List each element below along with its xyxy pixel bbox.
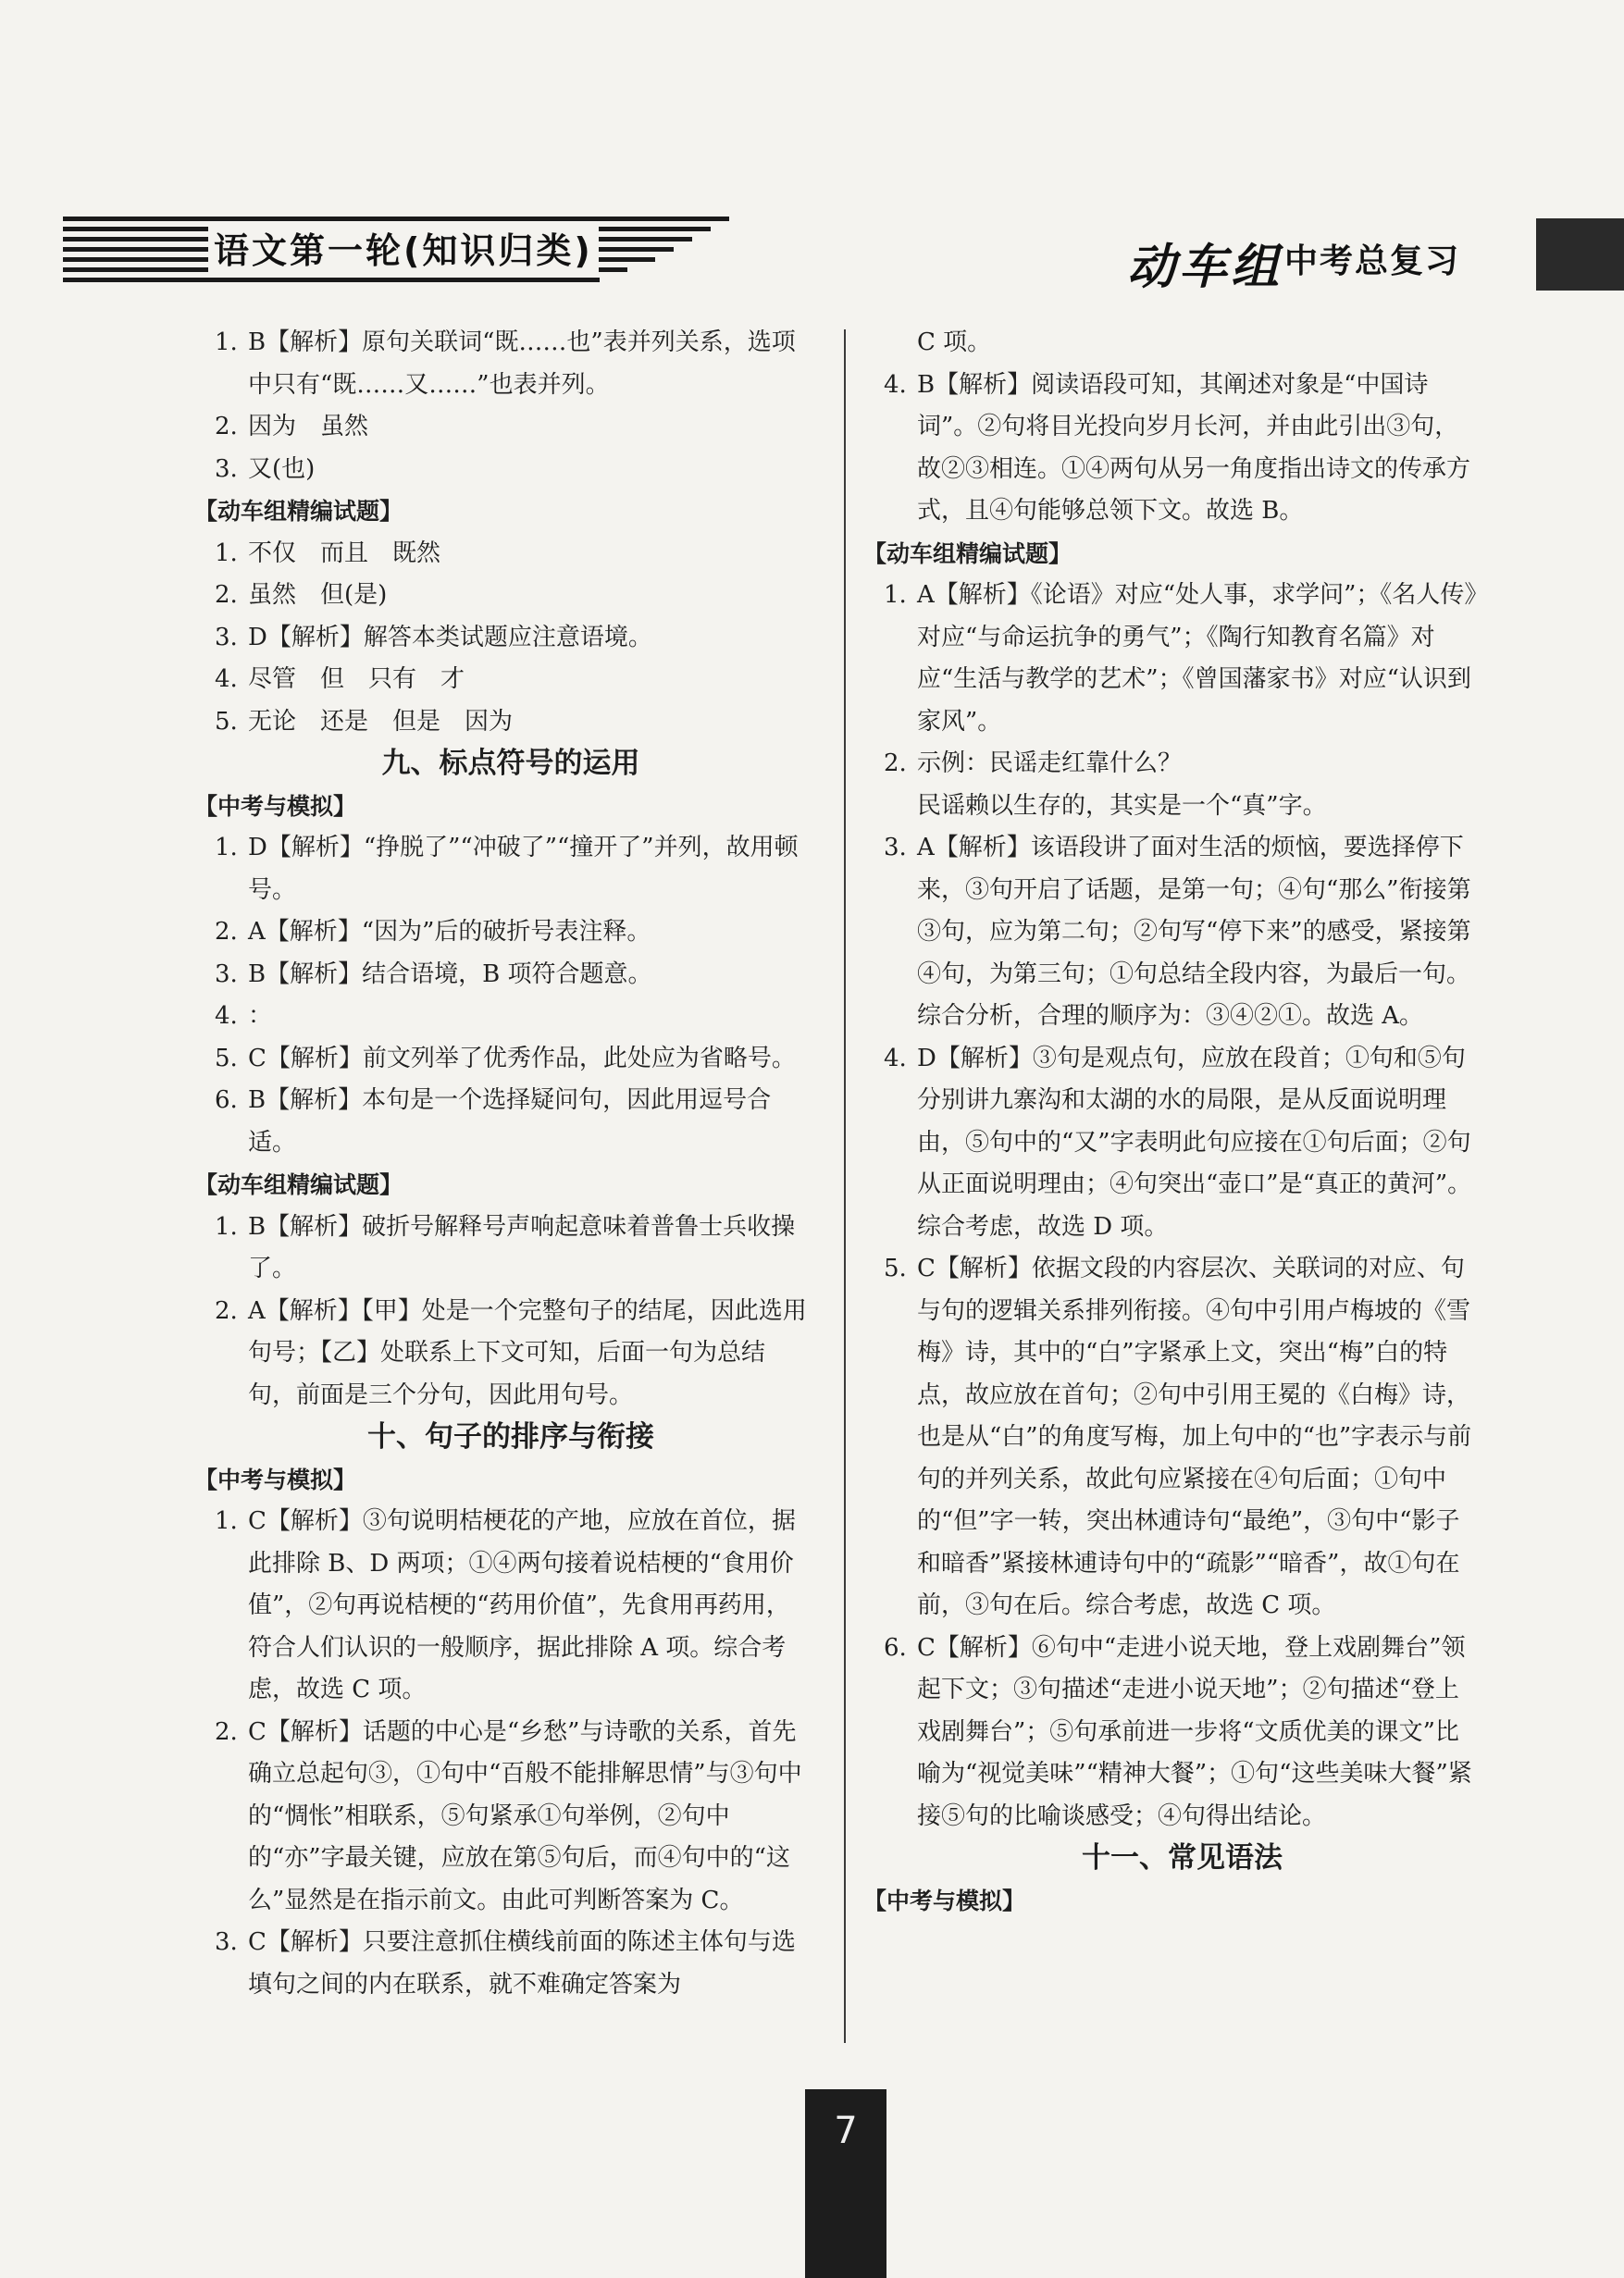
answer-item <box>884 575 1481 743</box>
answer-item <box>884 827 1481 1038</box>
item-number: 2. <box>215 1717 238 1746</box>
item-text: D【解析】解答本类试题应注意语境。 <box>248 623 652 651</box>
answer-item <box>884 1628 1481 1838</box>
continuation-text: 民谣赖以生存的，其实是一个“真”字。 <box>917 791 1327 820</box>
item-number: 4. <box>215 665 238 693</box>
answer-item <box>215 1922 807 2006</box>
item-number: 1. <box>215 539 238 567</box>
item-text: B【解析】原句关联词“既……也”表并列关系，选项中只有“既……又……”也表并列。 <box>248 328 796 399</box>
item-text: 又(也) <box>248 454 316 483</box>
brand-logo: 动车组 <box>1127 239 1283 295</box>
item-number: 2. <box>215 918 238 946</box>
column-divider <box>844 329 846 2043</box>
item-text: ： <box>248 1002 273 1030</box>
item-text: 示例：民谣走红靠什么？ <box>917 749 1183 777</box>
page-number: 7 <box>834 2110 858 2152</box>
corner-tab <box>1536 218 1624 291</box>
answer-item <box>884 1248 1481 1628</box>
item-text: B【解析】阅读语段可知，其阐述对象是“中国诗词”。②句将目光投向岁月长河，并由此引出③句，故②③相连。①④两句从另一角度指出诗文的传承方式，且④句能够总领下文。故选 B。 <box>917 370 1471 525</box>
item-number: 1. <box>215 1507 238 1535</box>
item-number: 1. <box>215 1212 238 1241</box>
item-number: 1. <box>215 834 238 861</box>
item-number: 5. <box>215 1044 238 1072</box>
item-text: A【解析】“因为”后的破折号表注释。 <box>248 918 651 946</box>
answer-item <box>215 1038 807 1081</box>
item-text: B【解析】破折号解释号声响起意味着普鲁士兵收操了。 <box>248 1212 796 1282</box>
answer-item <box>215 701 807 744</box>
answer-item <box>884 365 1481 533</box>
item-text: A【解析】该语段讲了面对生活的烦恼，要选择停下来，③句开启了话题，是第一句；④句“那么”衔接第③句，应为第二句；②句写“停下来”的感受，紧接第④句，为第三句；①句总结全段内容，为最后一句。综合分析，合理的顺序为：③④②①。故选 A。 <box>917 834 1471 1030</box>
section-label: 【动车组精编试题】 <box>863 539 1072 567</box>
item-text: 虽然 但(是) <box>248 581 388 609</box>
item-number: 2. <box>215 413 238 440</box>
answer-item <box>215 406 807 449</box>
item-text: D【解析】“挣脱了”“冲破了”“撞开了”并列，故用顿号。 <box>248 834 799 904</box>
item-number: 5. <box>215 707 238 736</box>
item-number: 4. <box>215 1002 238 1030</box>
section-label: 【中考与模拟】 <box>194 1466 357 1493</box>
item-number: 6. <box>884 1633 907 1662</box>
section-title: 九、标点符号的运用 <box>381 747 640 780</box>
answer-item <box>215 1501 807 1712</box>
answer-item <box>215 533 807 576</box>
item-number: 3. <box>215 959 238 988</box>
brand-subtitle: 中考总复习 <box>1284 242 1461 280</box>
item-text: D【解析】③句是观点句，应放在段首；①句和⑤句分别讲九寨沟和太湖的水的局限，是从反面说明理由，⑤句中的“又”字表明此句应接在①句后面；②句从正面说明理由；④句突出“壶口”是“真正的黄河”。综合考虑，故选 D 项。 <box>917 1044 1472 1241</box>
section-label: 【动车组精编试题】 <box>194 1171 403 1198</box>
item-number: 1. <box>215 328 238 356</box>
section-label: 【动车组精编试题】 <box>194 498 403 525</box>
section-title: 十、句子的排序与衔接 <box>367 1420 654 1454</box>
answer-item <box>215 1712 807 1923</box>
section-label: 【中考与模拟】 <box>863 1887 1026 1914</box>
left-column <box>194 322 807 2006</box>
answer-item <box>215 996 807 1038</box>
answer-item <box>215 1080 807 1164</box>
answer-item <box>215 954 807 997</box>
item-text: C【解析】只要注意抓住横线前面的陈述主体句与选填句之间的内在联系，就不难确定答案为 <box>248 1928 796 1999</box>
item-number: 6. <box>215 1086 238 1114</box>
item-text: 因为 虽然 <box>248 413 369 440</box>
item-number: 2. <box>884 749 907 777</box>
item-number: 3. <box>215 623 238 651</box>
item-text: B【解析】本句是一个选择疑问句，因此用逗号合适。 <box>248 1086 772 1157</box>
item-text: A【解析】【甲】处是一个完整句子的结尾，因此选用句号；【乙】处联系上下文可知，后面一句为总结句，前面是三个分句，因此用句号。 <box>248 1296 807 1409</box>
item-number: 2. <box>215 1296 238 1325</box>
answer-item <box>215 827 807 911</box>
item-number: 4. <box>884 370 907 399</box>
item-number: 5. <box>884 1255 907 1282</box>
item-number: 3. <box>884 834 907 861</box>
answer-item <box>215 1291 807 1418</box>
answer-item <box>215 617 807 660</box>
item-number: 3. <box>215 454 238 483</box>
item-text: B【解析】结合语境，B 项符合题意。 <box>248 959 652 988</box>
item-number: 3. <box>215 1928 238 1956</box>
answer-item <box>215 575 807 617</box>
item-number: 1. <box>884 581 907 609</box>
item-text: C【解析】话题的中心是“乡愁”与诗歌的关系，首先确立总起句③，①句中“百般不能排解思情”与③句中的“惆怅”相联系，⑤句紧承①句举例，②句中的“亦”字最关键，应放在第⑤句后，而④句中的“这么”显然是在指示前文。由此可判断答案为 C。 <box>248 1717 802 1914</box>
item-number: 2. <box>215 581 238 609</box>
continuation-text: C 项。 <box>917 328 992 356</box>
section-title: 十一、常见语法 <box>1082 1841 1283 1875</box>
item-text: C【解析】③句说明桔梗花的产地，应放在首位，据此排除 B、D 两项；①④两句接着说桔梗的“食用价值”，②句再说桔梗的“药用价值”，先食用再药用，符合人们认识的一般顺序，据此排除 A 项。综合考虑，故选 C 项。 <box>248 1507 796 1703</box>
answer-item <box>215 911 807 954</box>
item-text: A【解析】《论语》对应“处人事，求学问”；《名人传》对应“与命运抗争的勇气”；《陶行知教育名篇》对应“生活与教学的艺术”；《曾国藩家书》对应“认识到家风”。 <box>917 581 1477 736</box>
item-text: 尽管 但 只有 才 <box>248 665 465 693</box>
answer-item <box>215 322 807 406</box>
answer-item <box>215 1207 807 1291</box>
right-column <box>863 322 1481 1922</box>
item-text: 无论 还是 但是 因为 <box>248 707 514 736</box>
answer-item <box>215 449 807 491</box>
item-number: 4. <box>884 1044 907 1072</box>
answer-item <box>884 1038 1481 1249</box>
header-title: 语文第一轮(知识归类) <box>208 222 599 273</box>
answer-item <box>215 659 807 701</box>
item-text: 不仅 而且 既然 <box>248 539 441 567</box>
section-label: 【中考与模拟】 <box>194 792 357 820</box>
item-text: C【解析】⑥句中“走进小说天地，登上戏剧舞台”领起下文；③句描述“走进小说天地”；②句描述“登上戏剧舞台”；⑤句承前进一步将“文质优美的课文”比喻为“视觉美味”“精神大餐”；①句“这些美味大餐”紧接⑤句的比喻谈感受；④句得出结论。 <box>917 1633 1472 1830</box>
answer-item <box>884 743 1481 786</box>
item-text: C【解析】依据文段的内容层次、关联词的对应、句与句的逻辑关系排列衔接。④句中引用卢梅坡的《雪梅》诗，其中的“白”字紧承上文，突出“梅”白的特点，故应放在首句；②句中引用王冕的《白梅》诗，也是从“白”的角度写梅，加上句中的“也”字表示与前句的并列关系，故此句应紧接在④句后面；①句中的“但”字一转，突出林逋诗句“最绝”，③句中“影子和暗香”紧接林逋诗句中的“疏影”“暗香”，故①句在前，③句在后。综合考虑，故选 C 项。 <box>917 1255 1472 1619</box>
item-text: C【解析】前文列举了优秀作品，此处应为省略号。 <box>248 1044 796 1072</box>
